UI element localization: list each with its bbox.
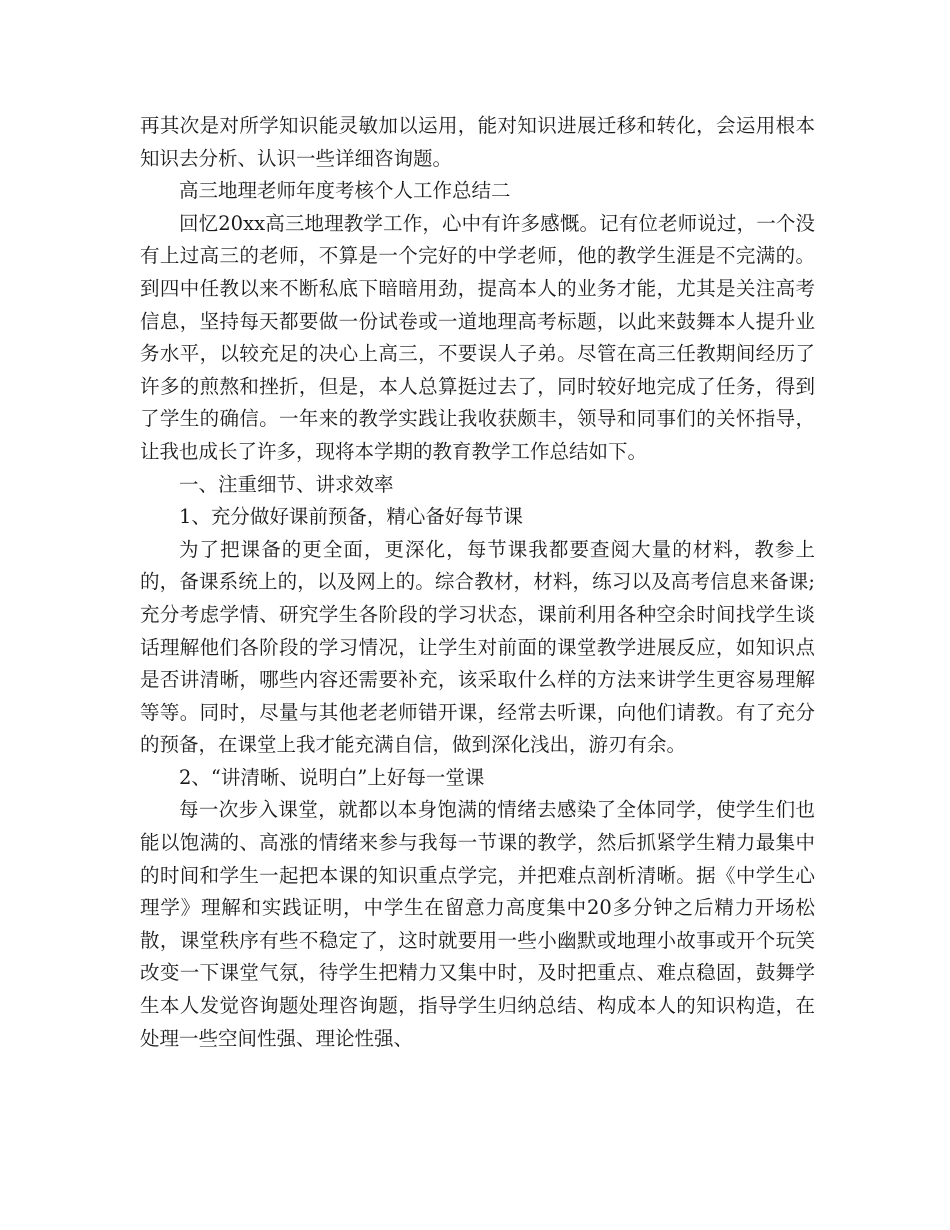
document-page xyxy=(140,110,815,1055)
section-title: 高三地理老师年度考核个人工作总结二 xyxy=(179,179,511,203)
paragraph-preparation: 为了把课备的更全面，更深化，每节课我都要查阅大量的材料，教参上的，备课系统上的，以及网上的。综合教材，材料，练习以及高考信息来备课;充分考虑学情、研究学生各阶段的学习状态，课前利用各种空余时间找学生谈话理解他们各阶段的学习情况，让学生对前面的课堂教学进展反应，如知识点是否讲清晰，哪些内容还需要补充，该采取什么样的方法来讲学生更容易理解等等。同时，尽量与其他老老师错开课，经常去听课，向他们请教。有了充分的预备，在课堂上我才能充满自信，做到深化浅出，游刃有余。 xyxy=(140,537,815,757)
paragraph-continuation: 再其次是对所学知识能灵敏加以运用，能对知识进展迁移和转化，会运用根本知识去分析、认识一些详细咨询题。 xyxy=(140,114,815,170)
heading-level-1: 一、注重细节、讲求效率 xyxy=(179,472,394,496)
heading-level-2: 2、“讲清晰、说明白”上好每一堂课 xyxy=(179,765,485,789)
paragraph-classroom: 每一次步入课堂，就都以本身饱满的情绪去感染了全体同学，使学生们也能以饱满的、高涨的情绪来参与我每一节课的教学，然后抓紧学生精力最集中的时间和学生一起把本课的知识重点学完，并把难点剖析清晰。据《中学生心理学》理解和实践证明，中学生在留意力高度集中20多分钟之后精力开场松散，课堂秩序有些不稳定了，这时就要用一些小幽默或地理小故事或开个玩笑改变一下课堂气氛，待学生把精力又集中时，及时把重点、难点稳固，鼓舞学生本人发觉咨询题处理咨询题，指导学生归纳总结、构成本人的知识构造，在处理一些空间性强、理论性强、 xyxy=(140,798,815,1050)
paragraph-intro: 回忆20xx高三地理教学工作，心中有许多感慨。记有位老师说过，一个没有上过高三的老师，不算是一个完好的中学老师，他的教学生涯是不完满的。到四中任教以来不断私底下暗暗用劲，提高本人的业务才能，尤其是关注高考信息，坚持每天都要做一份试卷或一道地理高考标题，以此来鼓舞本人提升业务水平，以较充足的决心上高三，不要误人子弟。尽管在高三任教期间经历了许多的煎熬和挫折，但是，本人总算挺过去了，同时较好地完成了任务，得到了学生的确信。一年来的教学实践让我收获颇丰，领导和同事们的关怀指导，让我也成长了许多，现将本学期的教育教学工作总结如下。 xyxy=(140,211,815,463)
heading-level-2: 1、充分做好课前预备，精心备好每节课 xyxy=(179,505,523,529)
